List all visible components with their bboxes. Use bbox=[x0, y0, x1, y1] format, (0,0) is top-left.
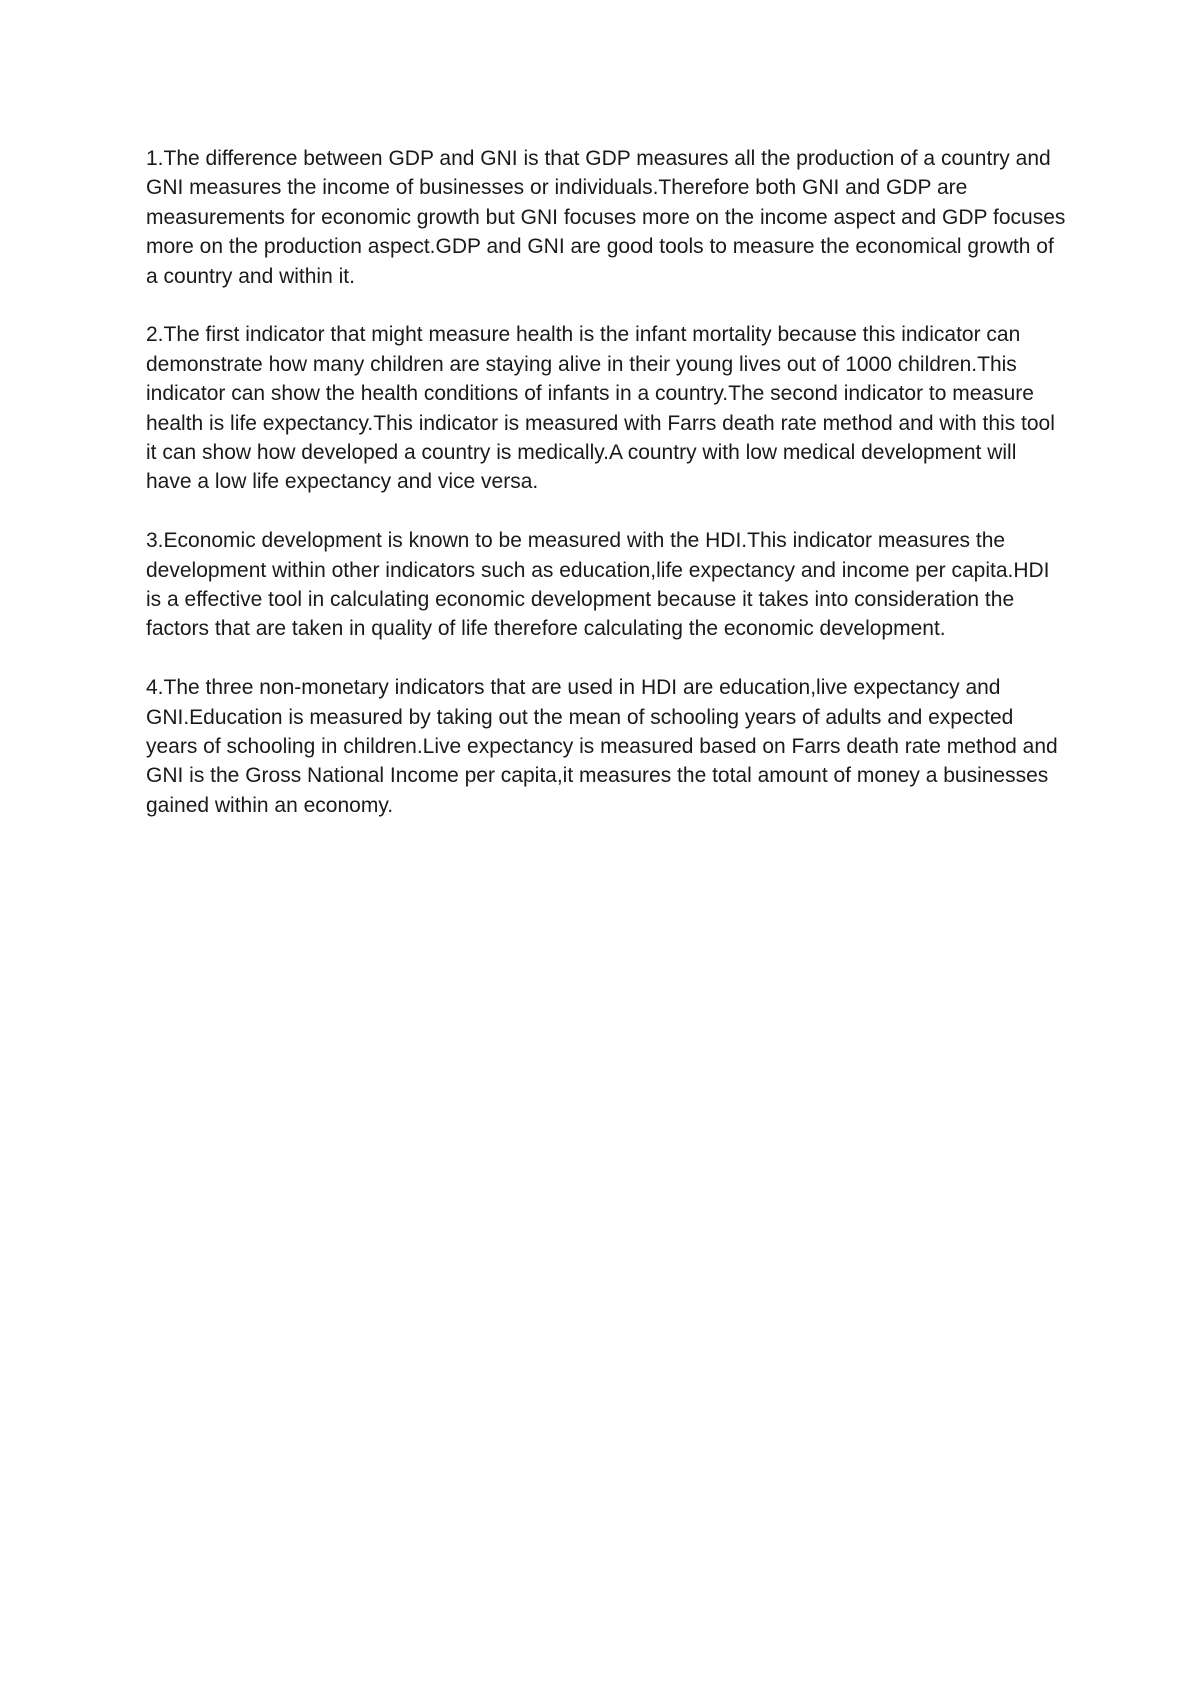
document-body bbox=[146, 144, 1066, 850]
paragraph-2: 2.The first indicator that might measure health is the infant mortality because this indicator can demonstrate how many children are staying alive in their young lives out of 1000 children.This indicator can show the health conditions of infants in a country.The second indicator to measure health is life expectancy.This indicator is measured with Farrs death rate method and with this tool it can show how developed a country is medically.A country with low medical development will have a low life expectancy and vice versa. bbox=[146, 323, 1055, 494]
paragraph-1: 1.The difference between GDP and GNI is that GDP measures all the production of a country and GNI measures the income of businesses or individuals.Therefore both GNI and GDP are measurements for economic growth but GNI focuses more on the income aspect and GDP focuses more on the production aspect.GDP and GNI are good tools to measure the economical growth of a country and within it. bbox=[146, 147, 1066, 288]
paragraph-4: 4.The three non-monetary indicators that are used in HDI are education,live expectancy and GNI.Education is measured by taking out the mean of schooling years of adults and expected years of schooling in children.Live expectancy is measured based on Farrs death rate method and GNI is the Gross National Income per capita,it measures the total amount of money a businesses gained within an economy. bbox=[146, 676, 1058, 817]
paragraph-3: 3.Economic development is known to be measured with the HDI.This indicator measures the development within other indicators such as education,life expectancy and income per capita.HDI is a effective tool in calculating economic development because it takes into consideration the factors that are taken in quality of life therefore calculating the economic development. bbox=[146, 529, 1050, 641]
